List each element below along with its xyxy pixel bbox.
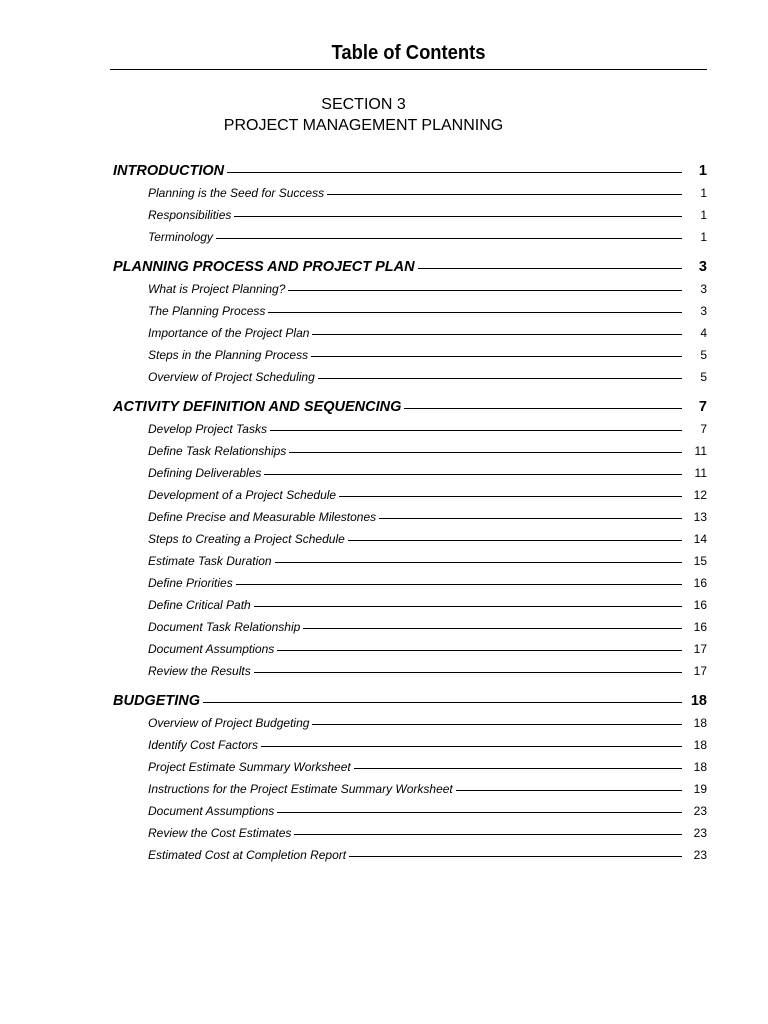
toc-page-number: 4	[700, 326, 707, 340]
toc-entry[interactable]	[113, 778, 707, 800]
toc-entry[interactable]	[113, 638, 707, 660]
toc-entry[interactable]	[113, 462, 707, 484]
toc-entry[interactable]	[113, 572, 707, 594]
toc-entry[interactable]	[113, 800, 707, 822]
toc-entry[interactable]	[113, 440, 707, 462]
toc-entry[interactable]	[113, 204, 707, 226]
toc-entry-title: Develop Project Tasks	[148, 422, 267, 436]
toc-chapter-entry[interactable]	[113, 396, 707, 418]
toc-page-number: 11	[694, 444, 707, 458]
toc-page-number: 14	[693, 532, 707, 546]
toc-entry[interactable]	[113, 226, 707, 248]
toc-leader-line	[318, 378, 682, 379]
toc-entry[interactable]	[113, 418, 707, 440]
toc-entry[interactable]	[113, 278, 707, 300]
toc-leader-line	[379, 518, 682, 519]
toc-page-number: 3	[700, 282, 707, 296]
section-heading	[110, 94, 617, 136]
toc-leader-line	[227, 172, 682, 173]
toc-page-number: 13	[693, 510, 707, 524]
toc-page-number: 3	[698, 259, 707, 275]
toc-entry-title: Project Estimate Summary Worksheet	[148, 760, 351, 774]
toc-chapter-entry[interactable]	[113, 256, 707, 278]
toc-page-number: 18	[690, 693, 707, 709]
toc-page-number: 16	[693, 576, 707, 590]
toc-entry[interactable]	[113, 366, 707, 388]
toc-entry[interactable]	[113, 660, 707, 682]
toc-leader-line	[288, 290, 682, 291]
toc-leader-line	[277, 812, 682, 813]
toc-leader-line	[254, 672, 682, 673]
toc-chapter-entry[interactable]	[113, 160, 707, 182]
toc-entry-title: Review the Cost Estimates	[148, 826, 292, 840]
toc-page-number: 18	[693, 738, 707, 752]
toc-entry[interactable]	[113, 712, 707, 734]
toc-entry[interactable]	[113, 550, 707, 572]
toc-entry-title: Steps in the Planning Process	[148, 348, 309, 362]
toc-leader-line	[312, 724, 682, 725]
toc-entry[interactable]	[113, 844, 707, 866]
toc-leader-line	[264, 474, 682, 475]
toc-entry-title: Estimate Task Duration	[148, 554, 272, 568]
toc-entry-title: Terminology	[148, 230, 213, 244]
toc-entry[interactable]	[113, 822, 707, 844]
toc-entry-title: Instructions for the Project Estimate Summary Worksheet	[148, 782, 453, 796]
toc-entry[interactable]	[113, 756, 707, 778]
toc-page-number: 17	[693, 664, 707, 678]
toc-entry-title: INTRODUCTION	[113, 163, 225, 179]
toc-entry-title: BUDGETING	[113, 693, 200, 709]
toc-entry-title: Overview of Project Budgeting	[148, 716, 310, 730]
toc-leader-line	[234, 216, 682, 217]
toc-leader-line	[312, 334, 682, 335]
toc-page-number: 7	[698, 399, 707, 415]
toc-page-number: 16	[693, 598, 707, 612]
toc-entry[interactable]	[113, 616, 707, 638]
toc-leader-line	[216, 238, 682, 239]
toc-entry-title: Document Task Relationship	[148, 620, 301, 634]
toc-page-number: 15	[693, 554, 707, 568]
toc-entry-title: Responsibilities	[148, 208, 232, 222]
toc-leader-line	[270, 430, 682, 431]
toc-entry-title: Review the Results	[148, 664, 251, 678]
toc-entry[interactable]	[113, 182, 707, 204]
toc-page-number: 19	[693, 782, 707, 796]
toc-leader-line	[404, 408, 682, 409]
toc-leader-line	[294, 834, 682, 835]
toc-page-number: 3	[700, 304, 707, 318]
toc-leader-line	[289, 452, 682, 453]
toc-entry-title: Overview of Project Scheduling	[148, 370, 315, 384]
toc-page-number: 1	[700, 208, 707, 222]
toc-page-number: 1	[698, 163, 707, 179]
toc-entry-title: Define Critical Path	[148, 598, 251, 612]
toc-leader-line	[327, 194, 682, 195]
toc-entry-title: Defining Deliverables	[148, 466, 262, 480]
toc-chapter-entry[interactable]	[113, 690, 707, 712]
toc-entry-title: Development of a Project Schedule	[148, 488, 337, 502]
toc-entry-title: Define Task Relationships	[148, 444, 287, 458]
toc-page-number: 18	[693, 760, 707, 774]
toc-entry-title: PLANNING PROCESS AND PROJECT PLAN	[113, 259, 415, 275]
toc-entry[interactable]	[113, 734, 707, 756]
toc-entry[interactable]	[113, 484, 707, 506]
table-of-contents	[113, 160, 707, 866]
toc-page-number: 23	[693, 804, 707, 818]
toc-leader-line	[354, 768, 682, 769]
toc-leader-line	[261, 746, 682, 747]
toc-leader-line	[456, 790, 682, 791]
toc-entry[interactable]	[113, 506, 707, 528]
toc-entry-title: Define Precise and Measurable Milestones	[148, 510, 377, 524]
toc-leader-line	[268, 312, 682, 313]
toc-page-number: 5	[700, 370, 707, 384]
toc-entry[interactable]	[113, 528, 707, 550]
page-title: Table of Contents	[331, 42, 486, 64]
toc-leader-line	[311, 356, 682, 357]
toc-page-number: 5	[700, 348, 707, 362]
toc-page-number: 11	[694, 466, 707, 480]
section-name: PROJECT MANAGEMENT PLANNING	[223, 117, 504, 134]
toc-leader-line	[277, 650, 682, 651]
toc-entry[interactable]	[113, 344, 707, 366]
title-divider	[110, 69, 707, 70]
section-number: SECTION 3	[321, 96, 406, 113]
toc-page-number: 1	[700, 186, 707, 200]
toc-page-number: 16	[693, 620, 707, 634]
toc-page-number: 12	[693, 488, 707, 502]
toc-entry-title: Importance of the Project Plan	[148, 326, 310, 340]
toc-leader-line	[349, 856, 682, 857]
toc-entry[interactable]	[113, 594, 707, 616]
toc-leader-line	[348, 540, 682, 541]
toc-entry-title: ACTIVITY DEFINITION AND SEQUENCING	[113, 399, 402, 415]
toc-entry-title: Document Assumptions	[148, 642, 275, 656]
toc-page-number: 23	[693, 848, 707, 862]
toc-entry-title: What is Project Planning?	[148, 282, 286, 296]
toc-entry-title: Identify Cost Factors	[148, 738, 259, 752]
toc-entry-title: Document Assumptions	[148, 804, 275, 818]
toc-leader-line	[254, 606, 682, 607]
toc-page-number: 7	[700, 422, 707, 436]
toc-leader-line	[303, 628, 682, 629]
toc-entry-title: Estimated Cost at Completion Report	[148, 848, 347, 862]
toc-entry-title: The Planning Process	[148, 304, 266, 318]
toc-page-number: 1	[700, 230, 707, 244]
toc-leader-line	[275, 562, 682, 563]
toc-entry-title: Planning is the Seed for Success	[148, 186, 325, 200]
toc-leader-line	[339, 496, 682, 497]
toc-page-number: 23	[693, 826, 707, 840]
toc-page-number: 18	[693, 716, 707, 730]
toc-entry-title: Define Priorities	[148, 576, 233, 590]
toc-leader-line	[236, 584, 682, 585]
toc-page-number: 17	[693, 642, 707, 656]
toc-leader-line	[203, 702, 682, 703]
toc-entry[interactable]	[113, 322, 707, 344]
toc-entry[interactable]	[113, 300, 707, 322]
toc-entry-title: Steps to Creating a Project Schedule	[148, 532, 345, 546]
toc-leader-line	[418, 268, 682, 269]
